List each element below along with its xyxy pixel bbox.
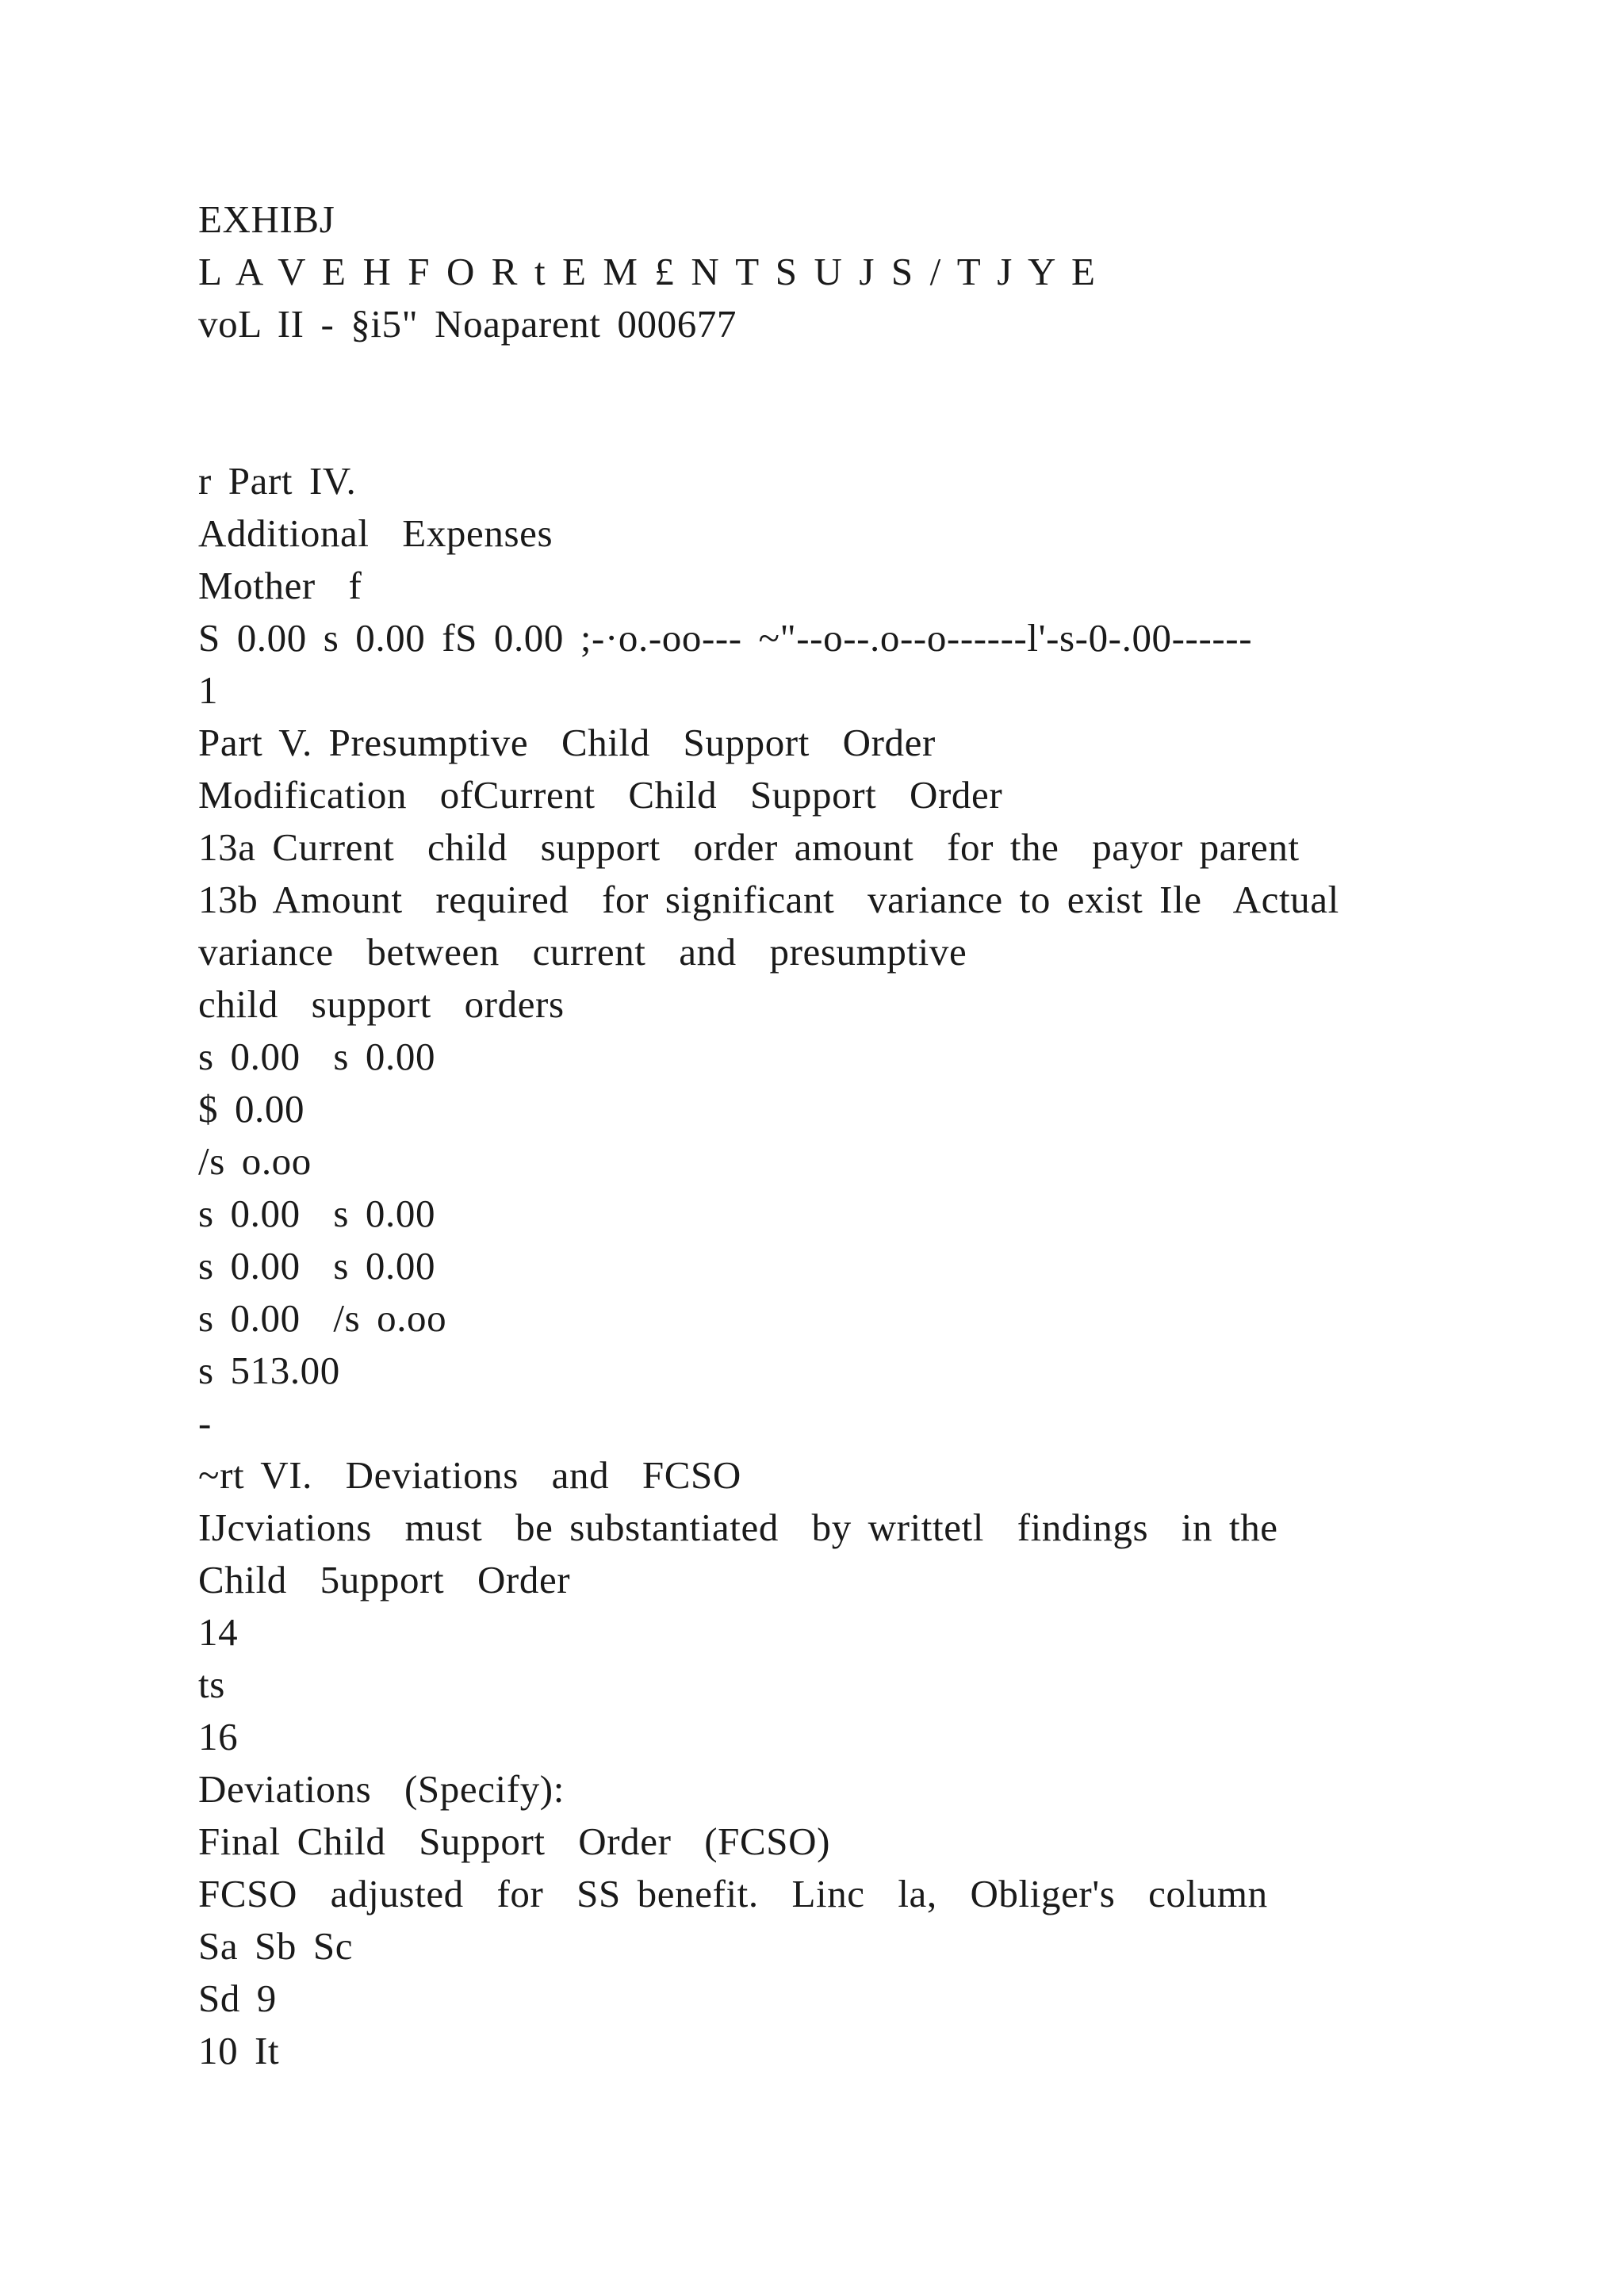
amount-line: s 0.00 /s o.oo: [198, 1296, 447, 1340]
amount-line: s 0.00 s 0.00: [198, 1192, 436, 1235]
expense-values-line: S 0.00 s 0.00 fS 0.00 ;-·o.-oo--- ~"--o--.o--o------l'-s-0-.00------: [198, 616, 1253, 660]
variance-text: variance between current and presumptive: [198, 930, 967, 974]
line-codes: Sa Sb Sc: [198, 1924, 354, 1968]
line-number: 14: [198, 1610, 239, 1654]
part-v-heading: Part V. Presumptive Child Support Order: [198, 721, 936, 764]
amount-line: $ 0.00: [198, 1087, 305, 1131]
exhibit-label: EXHIBJ: [198, 197, 335, 241]
additional-expenses-label: Additional Expenses: [198, 511, 553, 555]
blank-line: [198, 350, 1546, 403]
line-number: ts: [198, 1663, 225, 1706]
fcso-label: Final Child Support Order (FCSO): [198, 1820, 831, 1863]
line-13b: 13b Amount required for significant variance to exist Ile Actual: [198, 878, 1339, 921]
deviations-note: IJcviations must be substantiated by writtetl findings in the: [198, 1506, 1278, 1549]
deviations-specify-label: Deviations (Specify):: [198, 1767, 565, 1811]
orders-text: child support orders: [198, 982, 565, 1026]
amount-line: s 0.00 s 0.00: [198, 1035, 436, 1078]
line-number: 16: [198, 1715, 239, 1758]
deviations-note-continued: Child 5upport Order: [198, 1558, 571, 1601]
line-codes: 10 It: [198, 2029, 280, 2072]
part-vi-heading: ~rt VI. Deviations and FCSO: [198, 1453, 741, 1497]
fcso-adjusted-label: FCSO adjusted for SS benefit. Linc la, Obliger's column: [198, 1872, 1268, 1915]
exhibit-title: L A V E H F O R t E M £ N T S U J S / T J Y E: [198, 250, 1096, 293]
amount-line: s 513.00: [198, 1349, 340, 1392]
part-iv-heading: r Part IV.: [198, 459, 357, 503]
line-number: 1: [198, 668, 219, 712]
document-text: [198, 193, 1546, 2077]
modification-heading: Modification ofCurrent Child Support Order: [198, 773, 1003, 817]
mother-label: Mother f: [198, 564, 362, 607]
line-13a: 13a Current child support order amount for the payor parent: [198, 825, 1300, 869]
volume-reference: voL II - §i5" Noaparent 000677: [198, 302, 737, 346]
line-codes: Sd 9: [198, 1976, 277, 2020]
amount-line: s 0.00 s 0.00: [198, 1244, 436, 1288]
blank-line: [198, 403, 1546, 455]
dash-line: -: [198, 1401, 212, 1445]
amount-line: /s o.oo: [198, 1139, 312, 1183]
